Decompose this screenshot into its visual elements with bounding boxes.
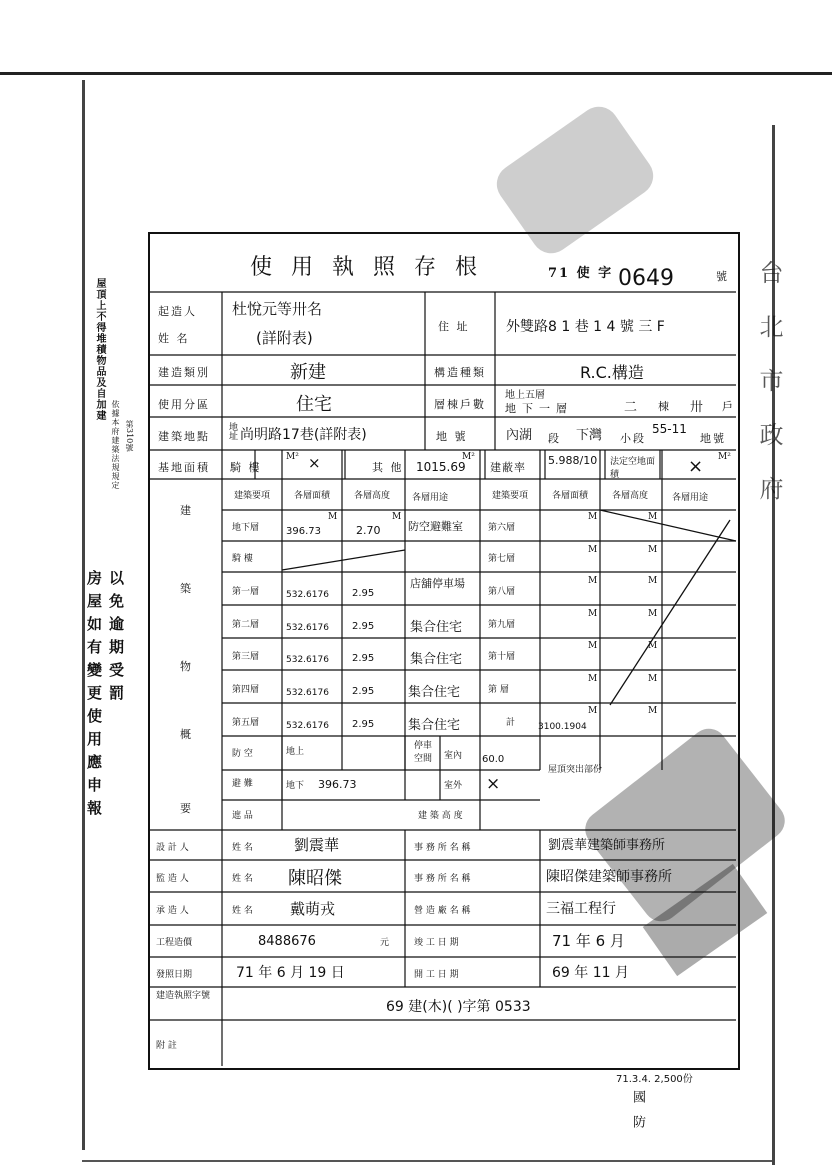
side-label-2: 築 xyxy=(180,582,193,595)
right-row-item: 第 層 xyxy=(488,685,509,695)
parking-indoor-label: 室內 xyxy=(444,751,463,761)
right-row-item: 第六層 xyxy=(488,523,516,533)
designer-name: 劉震華 xyxy=(294,836,340,854)
designer-label: 設 計 人 xyxy=(156,843,189,853)
side-label-5: 要 xyxy=(180,802,193,815)
structure-label: 構造種類 xyxy=(434,366,486,379)
arcade-label: 騎 樓 xyxy=(230,461,262,474)
license-label: 建造執照字號 xyxy=(156,991,211,1001)
applicant-name: 杜悅元等卅名 xyxy=(232,300,323,318)
left-row-item: 第一層 xyxy=(232,587,260,597)
height-label: 建 築 高 度 xyxy=(418,811,463,821)
cost-label: 工程造價 xyxy=(156,938,193,948)
roof-label: 屋頂突出部份 xyxy=(548,765,603,775)
contractor-label: 承 造 人 xyxy=(156,906,189,916)
legal-value: × xyxy=(688,456,704,477)
supervisor-label: 監 造 人 xyxy=(156,874,189,884)
parking-outdoor-value: × xyxy=(486,774,501,794)
households-count: 卅 xyxy=(690,400,704,415)
type-label: 建造類別 xyxy=(158,366,210,379)
shelter-below-value: 396.73 xyxy=(318,778,357,791)
permit-number: 0649 xyxy=(618,266,674,291)
site-unit-3: M² xyxy=(718,452,731,462)
margin-note-small-2: 依據本府建築法規規定 xyxy=(111,400,120,490)
margin-note-col-2: 以免逾期受罰 xyxy=(107,570,125,708)
left-row-area: 532.6176 xyxy=(286,623,329,633)
side-label-3: 物 xyxy=(180,660,193,673)
designer-office-label: 事 務 所 名 稱 xyxy=(414,843,471,853)
left-row-item: 第二層 xyxy=(232,620,260,630)
header-height-left: 各層高度 xyxy=(353,491,390,501)
legal-label: 法定空地面積 xyxy=(610,457,656,480)
coverage-label: 建蔽率 xyxy=(490,461,526,474)
buildings-unit: 棟 xyxy=(658,400,671,413)
right-row-item: 第七層 xyxy=(488,554,516,564)
total-area: 3100.1904 xyxy=(538,722,587,732)
permit-prefix: 71 使 字 xyxy=(548,266,614,281)
side-label-4: 概 xyxy=(180,728,193,741)
lot-subsection-unit: 小段 xyxy=(620,432,646,445)
unit-marker: M xyxy=(648,706,658,716)
left-row-use: 集合住宅 xyxy=(410,620,463,635)
right-row-item: 第八層 xyxy=(488,587,516,597)
applicant-address: 外雙路8 1 巷 1 4 號 三 F xyxy=(506,319,665,335)
unit-marker: M xyxy=(648,609,658,619)
site-area-label: 基地面積 xyxy=(158,461,210,474)
right-row-item: 第九層 xyxy=(488,620,516,630)
cost-unit: 元 xyxy=(380,938,390,948)
unit-marker: M xyxy=(588,609,598,619)
remarks-label: 附 註 xyxy=(156,1041,177,1051)
header-area-right: 各層面積 xyxy=(551,491,588,501)
applicant-label-2: 姓 名 xyxy=(158,332,190,345)
unit-marker: M xyxy=(648,512,658,522)
left-row-area: 532.6176 xyxy=(286,721,329,731)
contractor-factory: 三福工程行 xyxy=(546,901,616,917)
site-label: 建築地點 xyxy=(158,430,210,443)
parking-indoor-value: 60.0 xyxy=(482,754,505,765)
shelter-above-label: 地上 xyxy=(286,747,305,757)
footer-print-note: 71.3.4. 2,500份 xyxy=(616,1074,693,1085)
left-row-height: 2.95 xyxy=(352,719,375,730)
left-row-height: 2.95 xyxy=(352,653,375,664)
start-label: 開 工 日 期 xyxy=(414,970,459,980)
site-address: 尚明路17巷(詳附表) xyxy=(240,427,367,443)
lot-number-unit: 地號 xyxy=(700,432,726,445)
unit-marker: M xyxy=(588,674,598,684)
other-item-label: 遮 品 xyxy=(232,811,253,821)
left-row-item: 騎 樓 xyxy=(232,554,253,564)
margin-note-col-1: 房屋如有變更使用應申報 xyxy=(85,570,103,823)
shelter-below-label: 地下 xyxy=(286,781,305,791)
left-row-item: 第四層 xyxy=(232,685,260,695)
margin-note-number: 第310號 xyxy=(125,420,134,452)
left-row-area: 396.73 xyxy=(286,526,321,537)
unit-marker: M xyxy=(328,512,338,522)
unit-marker: M xyxy=(648,576,658,586)
left-row-area: 532.6176 xyxy=(286,590,329,600)
left-row-area: 532.6176 xyxy=(286,688,329,698)
floors-basement: 地下一層 xyxy=(505,402,573,415)
left-row-use: 集合住宅 xyxy=(408,718,461,733)
parking-outdoor-label: 室外 xyxy=(444,781,463,791)
unit-marker: M xyxy=(648,641,658,651)
coverage-value: 5.988/10 xyxy=(548,454,598,467)
lot-subsection: 下灣 xyxy=(576,428,603,443)
designer-name-label: 姓 名 xyxy=(232,843,253,853)
left-row-area: 532.6176 xyxy=(286,655,329,665)
supervisor-office-label: 事 務 所 名 稱 xyxy=(414,874,471,884)
evac-label: 避 難 xyxy=(232,779,253,789)
unit-marker: M xyxy=(588,706,598,716)
contractor-factory-label: 營 造 廠 名 稱 xyxy=(414,906,471,916)
floors-ground: 地上五層 xyxy=(505,390,545,401)
unit-marker: M xyxy=(588,641,598,651)
use-value: 住宅 xyxy=(296,394,332,415)
left-row-use: 集合住宅 xyxy=(410,652,463,667)
completion-label: 竣 工 日 期 xyxy=(414,938,459,948)
footer-stamp: 國 防 xyxy=(630,1090,645,1133)
left-row-height: 2.70 xyxy=(356,524,381,537)
unit-marker: M xyxy=(588,576,598,586)
left-row-use: 防空避難室 xyxy=(408,520,463,533)
lot-section: 內湖 xyxy=(506,428,533,443)
left-row-height: 2.95 xyxy=(352,621,375,632)
start-value: 69 年 11 月 xyxy=(552,965,629,981)
other-value: 1015.69 xyxy=(416,460,466,474)
unit-marker: M xyxy=(648,674,658,684)
households-unit: 戶 xyxy=(722,400,735,413)
lot-label: 地 號 xyxy=(436,430,468,443)
lot-section-unit: 段 xyxy=(548,432,561,445)
applicant-label-1: 起造人 xyxy=(158,305,197,318)
right-row-item: 第十層 xyxy=(488,652,516,662)
left-row-height: 2.95 xyxy=(352,686,375,697)
completion-value: 71 年 6 月 xyxy=(552,932,625,950)
site-unit-1: M² xyxy=(286,452,299,462)
shelter-label: 防 空 xyxy=(232,749,253,759)
unit-marker: M xyxy=(588,512,598,522)
designer-office: 劉震華建築師事務所 xyxy=(548,838,666,853)
floors-label: 層棟戶數 xyxy=(434,398,486,411)
header-item-left: 建築要項 xyxy=(233,491,270,501)
issue-value: 71 年 6 月 19 日 xyxy=(236,965,345,981)
type-value: 新建 xyxy=(290,362,326,383)
issue-label: 發照日期 xyxy=(156,970,193,980)
address-label: 住 址 xyxy=(438,320,470,333)
unit-marker: M xyxy=(588,545,598,555)
margin-note-small: 屋頂上不得堆積物品及自加建 xyxy=(94,278,105,421)
header-height-right: 各層高度 xyxy=(611,491,648,501)
applicant-note: (詳附表) xyxy=(256,329,313,347)
left-row-use: 集合住宅 xyxy=(408,685,461,700)
left-row-item: 第五層 xyxy=(232,718,260,728)
supervisor-name-label: 姓 名 xyxy=(232,874,253,884)
header-use-right: 各層用途 xyxy=(672,493,709,503)
left-row-height: 2.95 xyxy=(352,588,375,599)
left-row-item: 第三層 xyxy=(232,652,260,662)
header-area-left: 各層面積 xyxy=(293,491,330,501)
buildings-count: 二 xyxy=(624,400,638,415)
left-row-item: 地下層 xyxy=(232,523,260,533)
left-row-use: 店舖停車場 xyxy=(410,577,465,590)
other-label: 其 他 xyxy=(372,461,404,474)
permit-suffix: 號 xyxy=(716,270,729,283)
contractor-name: 戴萌戎 xyxy=(290,900,336,918)
header-use-left: 各層用途 xyxy=(412,493,449,503)
use-label: 使用分區 xyxy=(158,398,210,411)
arcade-value: × xyxy=(308,454,321,472)
supervisor-office: 陳昭傑建築師事務所 xyxy=(546,869,672,885)
parking-label: 停車空間 xyxy=(414,741,433,764)
site-sub: 地址 xyxy=(227,422,237,440)
license-value: 69 建(木)( )字第 0533 xyxy=(386,999,531,1015)
structure-value: R.C.構造 xyxy=(580,363,644,382)
right-row-item: 計 xyxy=(506,718,516,728)
cost-value: 8488676 xyxy=(258,934,316,949)
margin-note-right: 台北市政府 xyxy=(755,260,783,530)
lot-number: 55-11 xyxy=(652,422,687,436)
header-item-right: 建築要項 xyxy=(491,491,528,501)
side-label-1: 建 xyxy=(180,504,193,517)
unit-marker: M xyxy=(648,545,658,555)
unit-marker: M xyxy=(392,512,402,522)
contractor-name-label: 姓 名 xyxy=(232,906,253,916)
supervisor-name: 陳昭傑 xyxy=(288,868,342,889)
form-title: 使 用 執 照 存 根 xyxy=(250,255,483,280)
site-unit-2: M² xyxy=(462,452,475,462)
